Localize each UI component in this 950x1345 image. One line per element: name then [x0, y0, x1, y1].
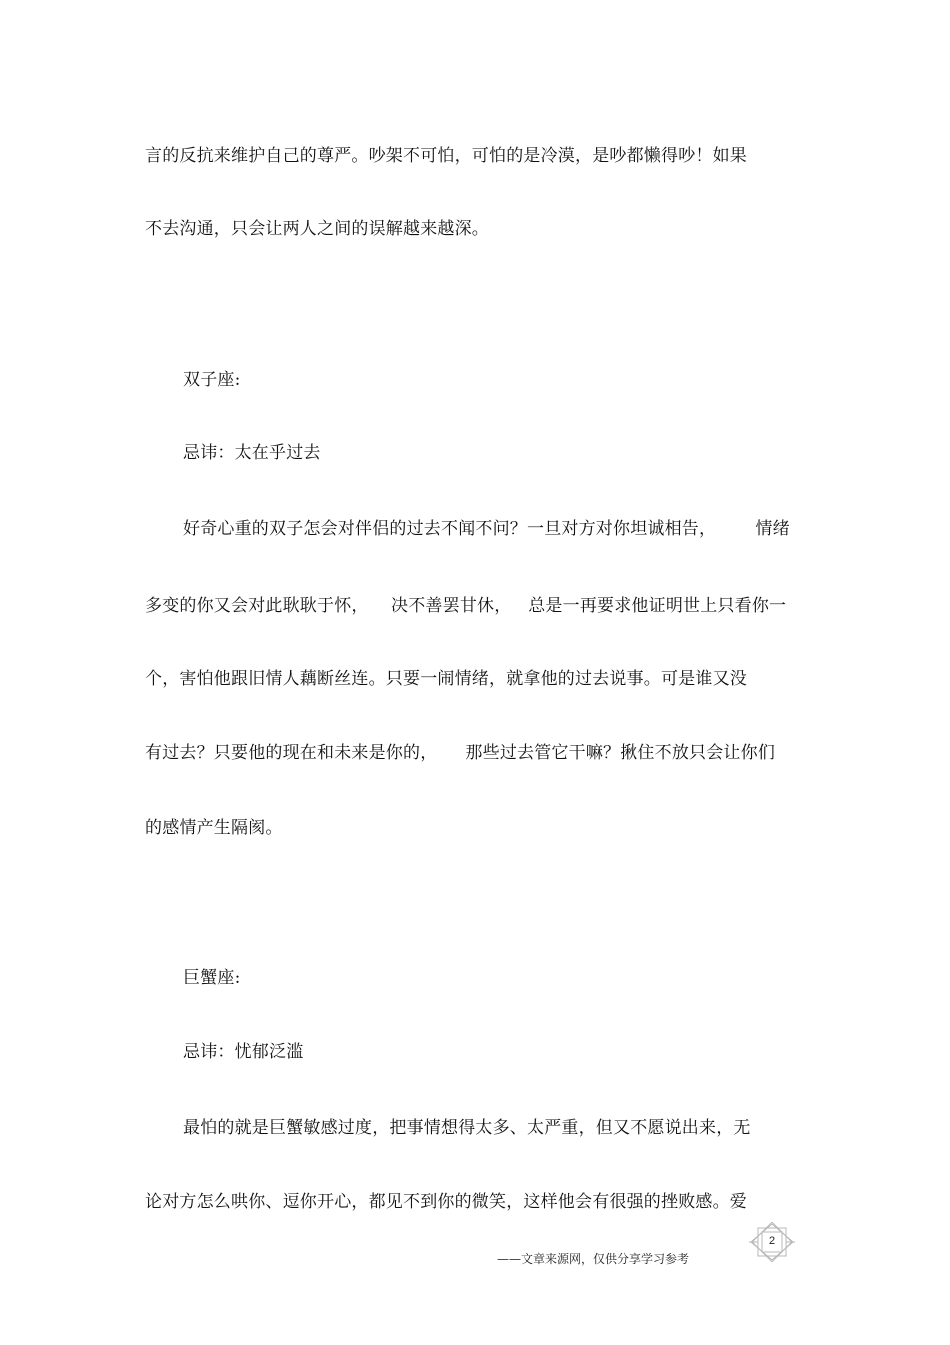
paragraph-line: 不去沟通，只会让两人之间的误解越来越深。 — [145, 219, 489, 239]
paragraph-line: 的感情产生隔阂。 — [145, 818, 283, 838]
page-number: 2 — [768, 1235, 776, 1247]
taboo-cancer: 忌讳：忧郁泛滥 — [183, 1042, 304, 1062]
paragraph-line: 个，害怕他跟旧情人藕断丝连。只要一闹情绪，就拿他的过去说事。可是谁又没 — [145, 669, 747, 689]
paragraph-line: 论对方怎么哄你、逗你开心，都见不到你的微笑，这样他会有很强的挫败感。爱 — [145, 1192, 747, 1212]
taboo-gemini: 忌讳：太在乎过去 — [183, 443, 321, 463]
paragraph-line: 多变的你又会对此耿耿于怀， 决不善罢甘休， 总是一再要求他证明世上只看你一 — [145, 596, 787, 616]
footer-source-text: ——文章来源网，仅供分享学习参考 — [497, 1252, 690, 1266]
paragraph-line: 言的反抗来维护自己的尊严。吵架不可怕，可怕的是冷漠，是吵都懒得吵！如果 — [145, 146, 747, 166]
section-title-gemini: 双子座: — [183, 370, 241, 390]
section-title-cancer: 巨蟹座: — [183, 968, 241, 988]
paragraph-line: 有过去？只要他的现在和未来是你的， 那些过去管它干嘛？揪住不放只会让你们 — [145, 743, 776, 763]
page-number-badge — [749, 1222, 795, 1262]
paragraph-line: 最怕的就是巨蟹敏感过度，把事情想得太多、太严重，但又不愿说出来，无 — [183, 1118, 751, 1138]
paragraph-line: 好奇心重的双子怎会对伴侣的过去不闻不问？一旦对方对你坦诚相告， 情绪 — [183, 519, 790, 539]
